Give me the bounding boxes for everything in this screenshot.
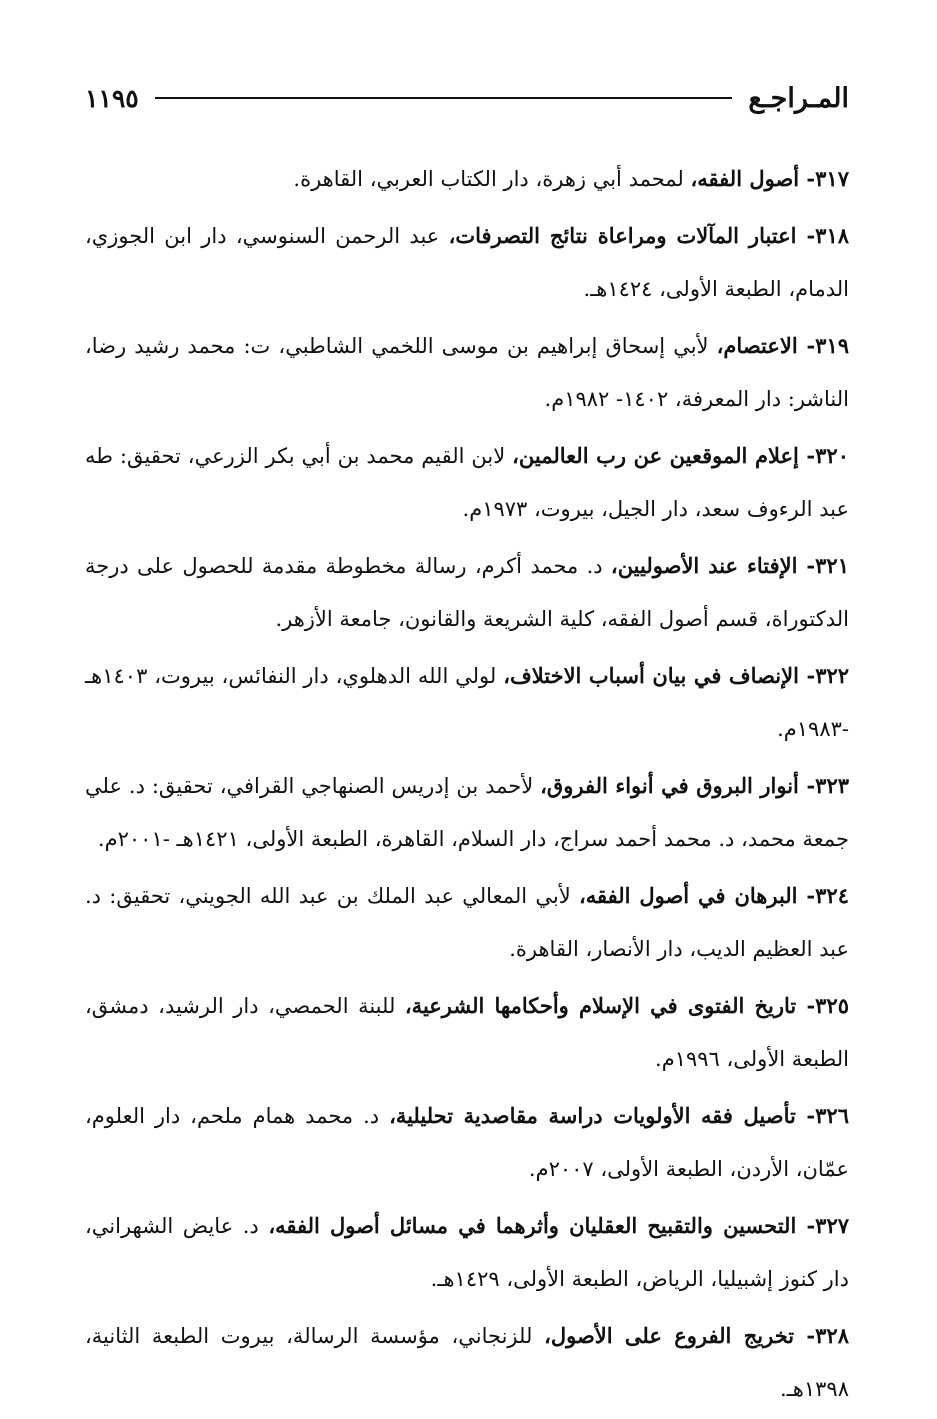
- entry-dash: -: [796, 1213, 816, 1238]
- header-rule: [155, 97, 733, 99]
- bibliography-entry: [85, 649, 849, 756]
- entry-dash: -: [797, 883, 816, 908]
- entry-number: ٣٢٢: [815, 663, 850, 688]
- entry-title: تاريخ الفتوى في الإسلام وأحكامها الشرعية،: [404, 993, 797, 1018]
- entry-title: الإنصاف في بيان أسباب الاختلاف،: [503, 663, 799, 688]
- chapter-title: المـراجـع: [748, 82, 849, 114]
- entry-dash: -: [797, 333, 816, 358]
- bibliography-entry: [85, 539, 849, 646]
- entry-title: البرهان في أصول الفقه،: [578, 883, 798, 908]
- entry-title: تخريج الفروع على الأصول،: [544, 1323, 795, 1348]
- entry-dash: -: [799, 166, 816, 191]
- entry-title: الإفتاء عند الأصوليين،: [610, 553, 798, 578]
- entry-number: ٣١٩: [815, 333, 850, 358]
- entry-number: ٣٢٠: [815, 443, 849, 468]
- entry-number: ٣٢٧: [815, 1213, 850, 1238]
- bibliography-entry: [85, 429, 849, 536]
- entry-title: الاعتصام،: [716, 333, 798, 358]
- entry-title: التحسين والتقبيح العقليان وأثرهما في مسائل أصول الفقه،: [268, 1213, 797, 1238]
- entry-dash: -: [797, 553, 816, 578]
- bibliography-entry: [85, 1309, 849, 1416]
- entry-details: لمحمد أبي زهرة، دار الكتاب العربي، القاهرة.: [293, 167, 691, 191]
- bibliography-entry: [85, 1089, 849, 1196]
- entry-dash: -: [798, 663, 816, 688]
- bibliography-entry: [85, 209, 849, 316]
- entry-details: عبد الرحمن السنوسي، دار ابن الجوزي، الدمام، الطبعة الأولى، ١٤٢٤هـ.: [85, 224, 849, 301]
- entry-number: ٣٢٨: [815, 1323, 849, 1348]
- entry-details: للزنجاني، مؤسسة الرسالة، بيروت الطبعة الثانية، ١٣٩٨هـ.: [85, 1324, 849, 1401]
- running-header: [85, 78, 849, 118]
- entry-details: للبنة الحمصي، دار الرشيد، دمشق، الطبعة الأولى، ١٩٩٦م.: [85, 994, 849, 1071]
- entry-number: ٣٢١: [815, 553, 849, 578]
- entry-dash: -: [796, 993, 816, 1018]
- bibliography-entry: [85, 152, 849, 206]
- entry-number: ٣١٨: [815, 223, 850, 248]
- entry-details: د. عايض الشهراني، دار كنوز إشبيليا، الرياض، الطبعة الأولى، ١٤٢٩هـ.: [85, 1214, 849, 1291]
- entry-details: لأبي إسحاق إبراهيم بن موسى اللخمي الشاطبي، ت: محمد رشيد رضا، الناشر: دار المعرفة، ١٤٠٢- ١٩٨٢م.: [85, 334, 849, 411]
- entry-details: لولي الله الدهلوي، دار النفائس، بيروت، ١٤٠٣هـ -١٩٨٣م.: [85, 664, 849, 741]
- entry-details: د. محمد أكرم، رسالة مخطوطة مقدمة للحصول على درجة الدكتوراة، قسم أصول الفقه، كلية الشريعة والقانون، جامعة الأزهر.: [85, 554, 849, 631]
- entry-number: ٣٢٦: [815, 1103, 849, 1128]
- entry-dash: -: [795, 1103, 816, 1128]
- entry-details: لأحمد بن إدريس الصنهاجي القرافي، تحقيق: د. علي جمعة محمد، د. محمد أحمد سراج، دار السلام، القاهرة، الطبعة الأولى، ١٤٢١هـ -٢٠٠١م.: [85, 774, 849, 851]
- entry-number: ٣٢٤: [815, 883, 849, 908]
- entry-title: إعلام الموقعين عن رب العالمين،: [512, 443, 799, 468]
- bibliography-entry: [85, 319, 849, 426]
- entry-details: لأبي المعالي عبد الملك بن عبد الله الجويني، تحقيق: د. عبد العظيم الديب، دار الأنصار، القاهرة.: [85, 884, 849, 961]
- bibliography-list: [85, 152, 849, 1419]
- entry-title: أصول الفقه،: [690, 166, 800, 191]
- entry-number: ٣٢٥: [815, 993, 849, 1018]
- entry-dash: -: [798, 443, 816, 468]
- bibliography-entry: [85, 1199, 849, 1306]
- bibliography-entry: [85, 759, 849, 866]
- bibliography-entry: [85, 979, 849, 1086]
- entry-number: ٣١٧: [815, 166, 849, 191]
- bibliography-entry: [85, 869, 849, 976]
- entry-title: أنوار البروق في أنواء الفروق،: [540, 773, 799, 798]
- entry-dash: -: [798, 773, 816, 798]
- entry-details: د. محمد همام ملحم، دار العلوم، عمّان، الأردن، الطبعة الأولى، ٢٠٠٧م.: [85, 1104, 849, 1181]
- page-number: ١١٩٥: [85, 83, 139, 113]
- entry-dash: -: [794, 1323, 816, 1348]
- entry-details: لابن القيم محمد بن أبي بكر الزرعي، تحقيق: طه عبد الرءوف سعد، دار الجيل، بيروت، ١٩٧٣م.: [85, 444, 849, 521]
- entry-number: ٣٢٣: [815, 773, 850, 798]
- entry-dash: -: [796, 223, 816, 248]
- entry-title: تأصيل فقه الأولويات دراسة مقاصدية تحليلية،: [389, 1103, 796, 1128]
- entry-title: اعتبار المآلات ومراعاة نتائج التصرفات،: [448, 223, 797, 248]
